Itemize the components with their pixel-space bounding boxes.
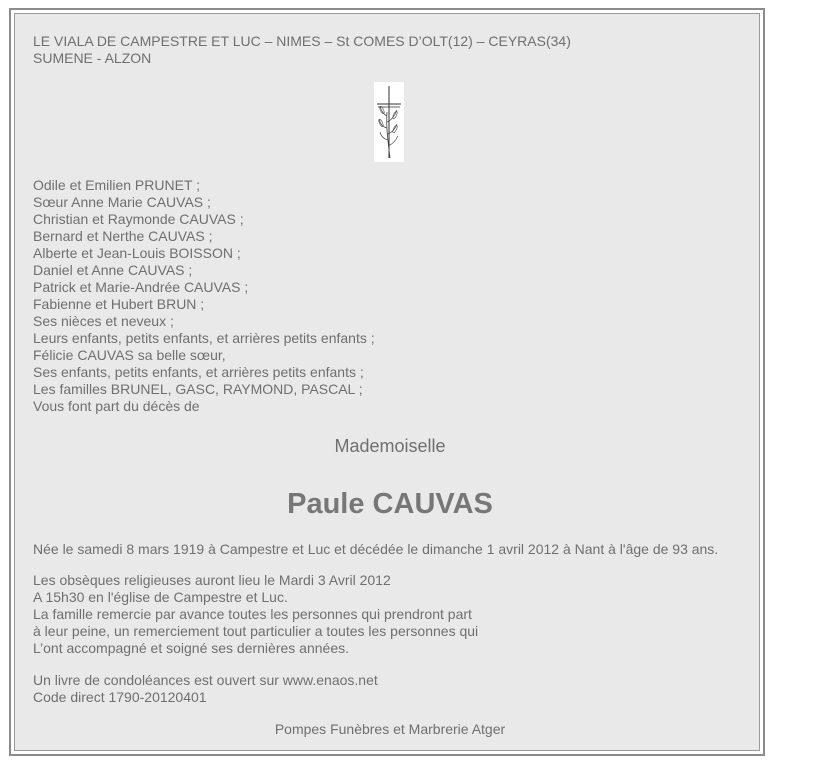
family-line: Christian et Raymonde CAUVAS ; (33, 211, 244, 227)
condolence-code: Code direct 1790-20120401 (33, 689, 207, 705)
family-line: Ses nièces et neveux ; (33, 313, 174, 329)
condolence-info (33, 672, 378, 706)
family-line: Félicie CAUVAS sa belle sœur, (33, 347, 226, 363)
family-line: Fabienne et Hubert BRUN ; (33, 296, 205, 312)
family-line: Les familles BRUNEL, GASC, RAYMOND, PASCAL ; (33, 381, 363, 397)
deceased-title: Mademoiselle (334, 436, 446, 456)
funeral-line: Les obsèques religieuses auront lieu le Mardi 3 Avril 2012 (33, 572, 391, 588)
family-line: Alberte et Jean-Louis BOISSON ; (33, 245, 241, 261)
family-line: Patrick et Marie-Andrée CAUVAS ; (33, 279, 249, 295)
birth-death-info: Née le samedi 8 mars 1919 à Campestre et Luc et décédée le dimanche 1 avril 2012 à Nant à l'âge de 93 ans. (33, 541, 719, 557)
funeral-line: L’ont accompagné et soigné ses dernières années. (33, 640, 349, 656)
family-line: Leurs enfants, petits enfants, et arrières petits enfants ; (33, 330, 375, 346)
funeral-line: La famille remercie par avance toutes les personnes qui prendront part (33, 606, 472, 622)
deceased-name: Paule CAUVAS (287, 488, 493, 520)
funeral-info (33, 572, 478, 657)
header (33, 33, 763, 67)
funeral-line: à leur peine, un remerciement tout particulier a toutes les personnes qui (33, 623, 479, 639)
family-list (33, 177, 375, 415)
funeral-home: Pompes Funèbres et Marbrerie Atger (274, 721, 506, 737)
header-line-1: LE VIALA DE CAMPESTRE ET LUC – NIMES – St COMES D’OLT(12) – CEYRAS(34) (33, 33, 571, 49)
family-line: Vous font part du décès de (33, 398, 200, 414)
family-line: Daniel et Anne CAUVAS ; (33, 262, 193, 278)
family-line: Odile et Emilien PRUNET ; (33, 177, 201, 193)
funeral-line: A 15h30 en l'église de Campestre et Luc. (33, 589, 288, 605)
family-line: Ses enfants, petits enfants, et arrières petits enfants ; (33, 364, 364, 380)
family-line: Bernard et Nerthe CAUVAS ; (33, 228, 213, 244)
notice-frame (9, 8, 765, 756)
header-line-2: SUMENE - ALZON (33, 50, 152, 66)
condolence-line: Un livre de condoléances est ouvert sur www.enaos.net (33, 672, 378, 688)
family-line: Sœur Anne Marie CAUVAS ; (33, 194, 211, 210)
notice-panel (14, 13, 760, 751)
cross-with-wheat-icon (374, 82, 404, 162)
